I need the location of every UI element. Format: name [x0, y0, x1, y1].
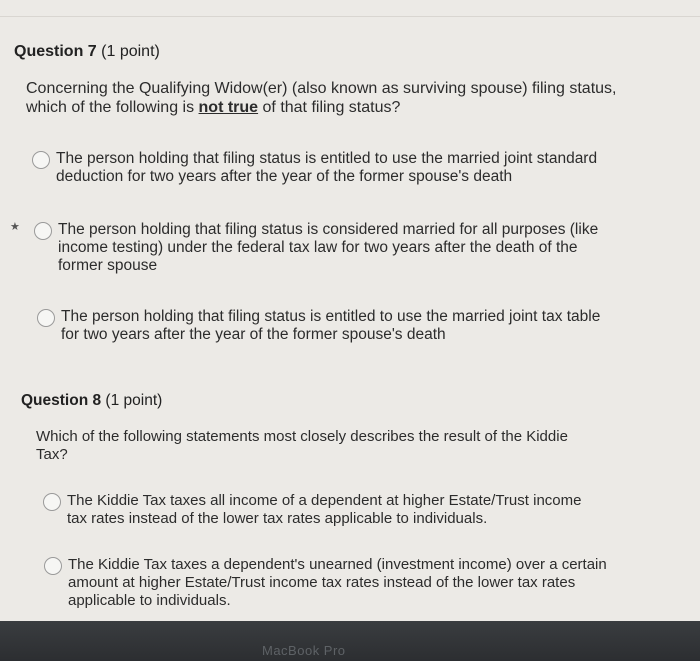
macbook-watermark: MacBook Pro: [262, 643, 346, 658]
prompt-text: which of the following is: [26, 99, 199, 116]
star-marker-icon: ★: [10, 221, 20, 233]
option-line: former spouse: [58, 257, 158, 274]
option-label: [68, 556, 607, 610]
question-8-option-2[interactable]: [44, 556, 607, 610]
question-8-option-1[interactable]: [43, 492, 581, 528]
radio-button[interactable]: [43, 493, 61, 511]
option-label: [61, 308, 600, 344]
question-8-title: [21, 392, 162, 410]
top-divider: [0, 16, 700, 17]
prompt-text: of that filing status?: [258, 99, 401, 116]
question-7-prompt-line: Concerning the Qualifying Widow(er) (also known as surviving spouse) filing status,: [26, 80, 617, 97]
option-line: deduction for two years after the year of the former spouse's death: [56, 168, 513, 185]
option-line: The Kiddie Tax taxes all income of a dependent at higher Estate/Trust income: [67, 492, 582, 509]
laptop-bezel: [0, 621, 700, 661]
question-8-prompt-line: Which of the following statements most closely describes the result of the Kiddie: [36, 428, 568, 445]
radio-button[interactable]: [32, 151, 50, 169]
radio-button[interactable]: [44, 557, 62, 575]
option-line: tax rates instead of the lower tax rates applicable to individuals.: [67, 510, 488, 527]
question-7-title: [14, 43, 160, 61]
emphasis-not-true: not true: [198, 99, 259, 116]
question-8-number: Question 8: [21, 392, 102, 409]
question-7-prompt-line: [26, 98, 616, 117]
option-line: amount at higher Estate/Trust income tax rates instead of the lower tax rates: [68, 574, 576, 591]
option-line: The person holding that filing status is entitled to use the married joint tax table: [61, 308, 601, 325]
question-7-option-1[interactable]: [32, 150, 597, 186]
question-8-prompt: [36, 428, 568, 464]
option-label: [58, 221, 598, 275]
question-7-option-3[interactable]: [37, 308, 600, 344]
option-line: The Kiddie Tax taxes a dependent's unearned (investment income) over a certain: [68, 556, 607, 573]
question-7-option-2[interactable]: [34, 221, 598, 275]
option-line: income testing) under the federal tax law for two years after the death of the: [58, 239, 578, 256]
radio-button[interactable]: [37, 309, 55, 327]
option-line: The person holding that filing status is entitled to use the married joint standard: [56, 150, 598, 167]
question-8-points: (1 point): [105, 392, 163, 409]
question-7-prompt: [26, 79, 616, 117]
option-line: for two years after the year of the former spouse's death: [61, 326, 446, 343]
option-line: The person holding that filing status is considered married for all purposes (like: [58, 221, 599, 238]
option-line: applicable to individuals.: [68, 592, 231, 609]
option-label: [67, 492, 581, 528]
question-7-points: (1 point): [101, 43, 160, 60]
radio-button[interactable]: [34, 222, 52, 240]
question-8-prompt-line: Tax?: [36, 446, 68, 463]
question-7-number: Question 7: [14, 43, 97, 60]
option-label: [56, 150, 597, 186]
